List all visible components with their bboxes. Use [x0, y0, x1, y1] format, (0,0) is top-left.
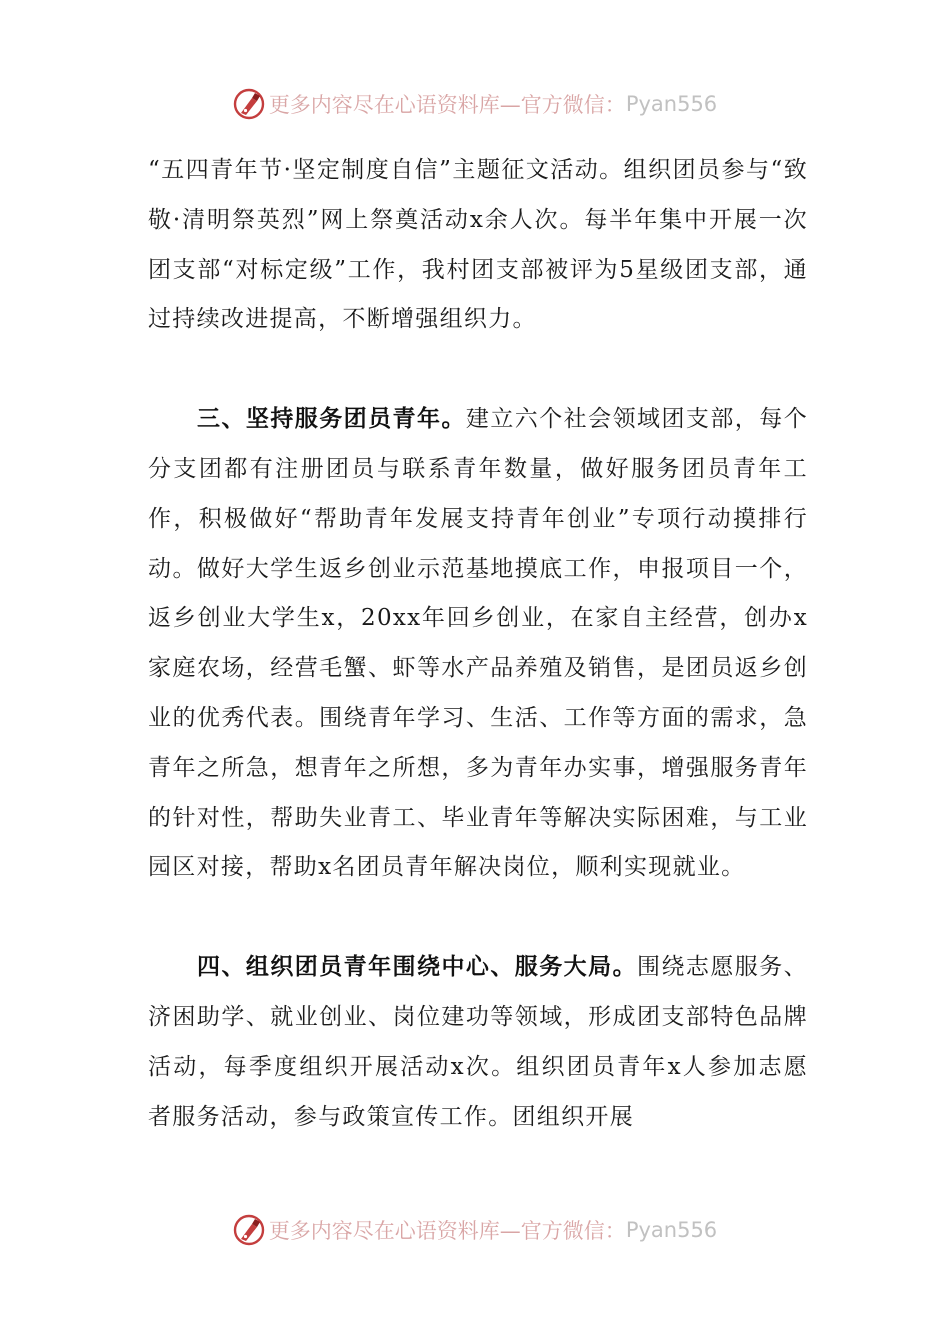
- watermark-text: 更多内容尽在心语资料库—官方微信：: [268, 1219, 626, 1243]
- watermark-wechat-id: Pyan556: [625, 92, 718, 116]
- section-three: [148, 395, 808, 893]
- section-four: [148, 943, 808, 1142]
- document-body: [148, 146, 808, 1142]
- section-heading: 三、坚持服务团员青年。: [197, 406, 466, 433]
- pen-nib-icon: [233, 88, 265, 120]
- watermark-text: 更多内容尽在心语资料库—官方微信：: [268, 93, 626, 117]
- watermark-footer: [0, 1210, 950, 1250]
- paragraph-continued: [148, 146, 808, 345]
- section-heading: 四、组织团员青年围绕中心、服务大局。: [197, 954, 638, 981]
- watermark-wechat-id: Pyan556: [625, 1218, 718, 1242]
- section-text: 围绕志愿服务、济困助学、就业创业、岗位建功等领域，形成团支部特色品牌活动，每季度组织开展活动x次。组织团员青年x人参加志愿者服务活动，参与政策宣传工作。团组织开展: [148, 954, 808, 1130]
- section-text: 建立六个社会领域团支部，每个分支团都有注册团员与联系青年数量，做好服务团员青年工作，积极做好“帮助青年发展支持青年创业”专项行动摸排行动。做好大学生返乡创业示范基地摸底工作，申报项目一个，返乡创业大学生x，20xx年回乡创业，在家自主经营，创办x家庭农场，经营毛蟹、虾等水产品养殖及销售，是团员返乡创业的优秀代表。围绕青年学习、生活、工作等方面的需求，急青年之所急，想青年之所想，多为青年办实事，增强服务青年的针对性，帮助失业青工、毕业青年等解决实际困难，与工业园区对接，帮助x名团员青年解决岗位，顺利实现就业。: [148, 406, 808, 881]
- watermark-header: [0, 84, 950, 124]
- paragraph-text: “五四青年节·坚定制度自信”主题征文活动。组织团员参与“致敬·清明祭英烈”网上祭奠活动x余人次。每半年集中开展一次团支部“对标定级”工作，我村团支部被评为5星级团支部，通过持续改进提高，不断增强组织力。: [148, 157, 808, 333]
- pen-nib-icon: [233, 1214, 265, 1246]
